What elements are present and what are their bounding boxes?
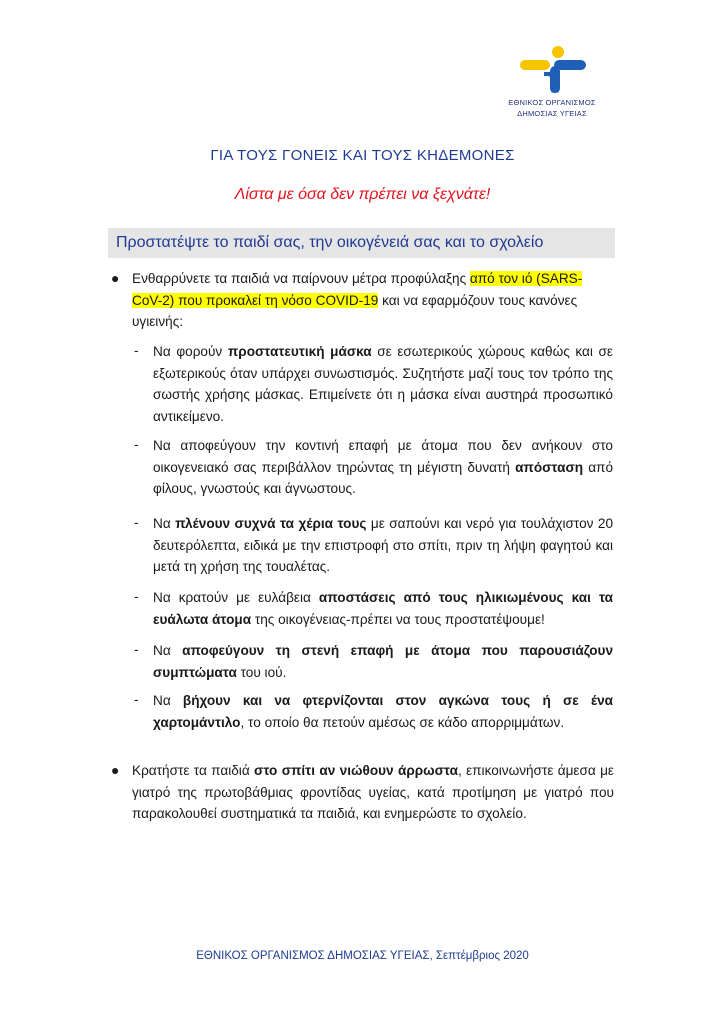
text: του ιού. [236, 664, 287, 680]
eody-logo-icon [516, 44, 588, 96]
bold-text: πλένουν συχνά τα χέρια τους [175, 516, 367, 531]
list-item [153, 341, 613, 427]
text: Να [153, 516, 176, 531]
dash-icon: - [134, 515, 139, 530]
list-item [153, 587, 613, 630]
bullet-dot-icon: ● [111, 270, 120, 286]
text: Να αποφεύγουν την κοντινή επαφή με άτομα που δεν ανήκουν στο οικογενειακό σας περιβάλλον τηρώντας τη μέγιστη δυνατή [153, 438, 613, 475]
text: σε εσωτερικούς χώρους καθώς και σε εξωτερικούς όταν υπάρχει συνωστισμός. Συζητήστε μαζί τους τον τρόπο της σωστής χρήσης μάσκας. Επιμείνετε ότι η μάσκα είναι αυστηρά προσωπικό αντικείμενο. [153, 344, 613, 424]
list-item [153, 435, 613, 500]
eody-logo [508, 44, 596, 118]
section-banner: Προστατέψτε το παιδί σας, την οικογένειά σας και το σχολείο [108, 228, 615, 258]
dash-icon: - [134, 589, 139, 604]
list-item [153, 690, 613, 733]
text: Να [153, 693, 183, 708]
text: της οικογένειας-πρέπει να τους προστατέψουμε! [251, 611, 545, 627]
list-item [153, 640, 613, 683]
text: Να φορούν [153, 344, 228, 359]
text: από φίλους, γνωστούς και άγνωστους. [153, 459, 614, 496]
logo-text-line1: ΕΘΝΙΚΟΣ ΟΡΓΑΝΙΣΜΟΣ [508, 98, 596, 107]
dash-icon: - [134, 343, 139, 358]
dash-icon: - [134, 437, 139, 452]
text: Να [153, 643, 183, 658]
bullet-dot-icon: ● [111, 762, 120, 778]
bold-text: αποστάσεις από τους ηλικιωμένους και τα ευάλωτα άτομα [153, 590, 613, 627]
text: , το οποίο θα πετούν αμέσως σε κάδο απορριμμάτων. [240, 714, 565, 730]
dash-icon: - [134, 642, 139, 657]
highlight-text: CoV-2) που προκαλεί τη νόσο COVID-19 [132, 292, 379, 308]
text: με σαπούνι και νερό για τουλάχιστον 20 δευτερόλεπτα, ειδικά με την επιστροφή στο σπίτι, πριν τη λήψη φαγητού και μετά τη χρήση της τουαλέτας. [153, 516, 614, 574]
bold-text: αποφεύγουν τη στενή επαφή με άτομα που παρουσιάζουν συμπτώματα [153, 643, 614, 680]
page-title: ΓΙΑ ΤΟΥΣ ΓΟΝΕΙΣ ΚΑΙ ΤΟΥΣ ΚΗΔΕΜΟΝΕΣ [210, 147, 515, 164]
bold-text: στο σπίτι αν νιώθουν άρρωστα [254, 763, 458, 778]
bullet-paragraph-1 [132, 268, 614, 333]
bold-text: απόσταση [515, 459, 584, 475]
logo-text-line2: ΔΗΜΟΣΙΑΣ ΥΓΕΙΑΣ [517, 109, 587, 118]
page-subtitle: Λίστα με όσα δεν πρέπει να ξεχνάτε! [234, 186, 491, 203]
text: και να εφαρμόζουν τους κανόνες [378, 292, 578, 308]
text: Να κρατούν με ευλάβεια [153, 590, 319, 605]
bold-text: προστατευτική μάσκα [227, 344, 372, 359]
highlight-text: από τον ιό (SARS- [469, 271, 583, 286]
text: Ενθαρρύνετε τα παιδιά να παίρνουν μέτρα προφύλαξης [132, 271, 470, 286]
footer-text: ΕΘΝΙΚΟΣ ΟΡΓΑΝΙΣΜΟΣ ΔΗΜΟΣΙΑΣ ΥΓΕΙΑΣ, Σεπτέμβριος 2020 [196, 950, 529, 962]
text: υγιεινής: [132, 314, 184, 329]
list-item [153, 513, 613, 578]
bold-text: βήχουν και να φτερνίζονται στον αγκώνα τους ή σε ένα χαρτομάντιλο [153, 693, 614, 730]
text: , επικοινωνήστε άμεσα με γιατρό της πρωτοβάθμιας φροντίδας υγείας, κατά προτίμηση με γιατρό που παρακολουθεί συστηματικά τα παιδιά, και ενημερώστε το σχολείο. [132, 763, 614, 821]
bullet-paragraph-2 [132, 760, 614, 825]
text: Κρατήστε τα παιδιά [132, 763, 255, 778]
dash-icon: - [134, 692, 139, 707]
